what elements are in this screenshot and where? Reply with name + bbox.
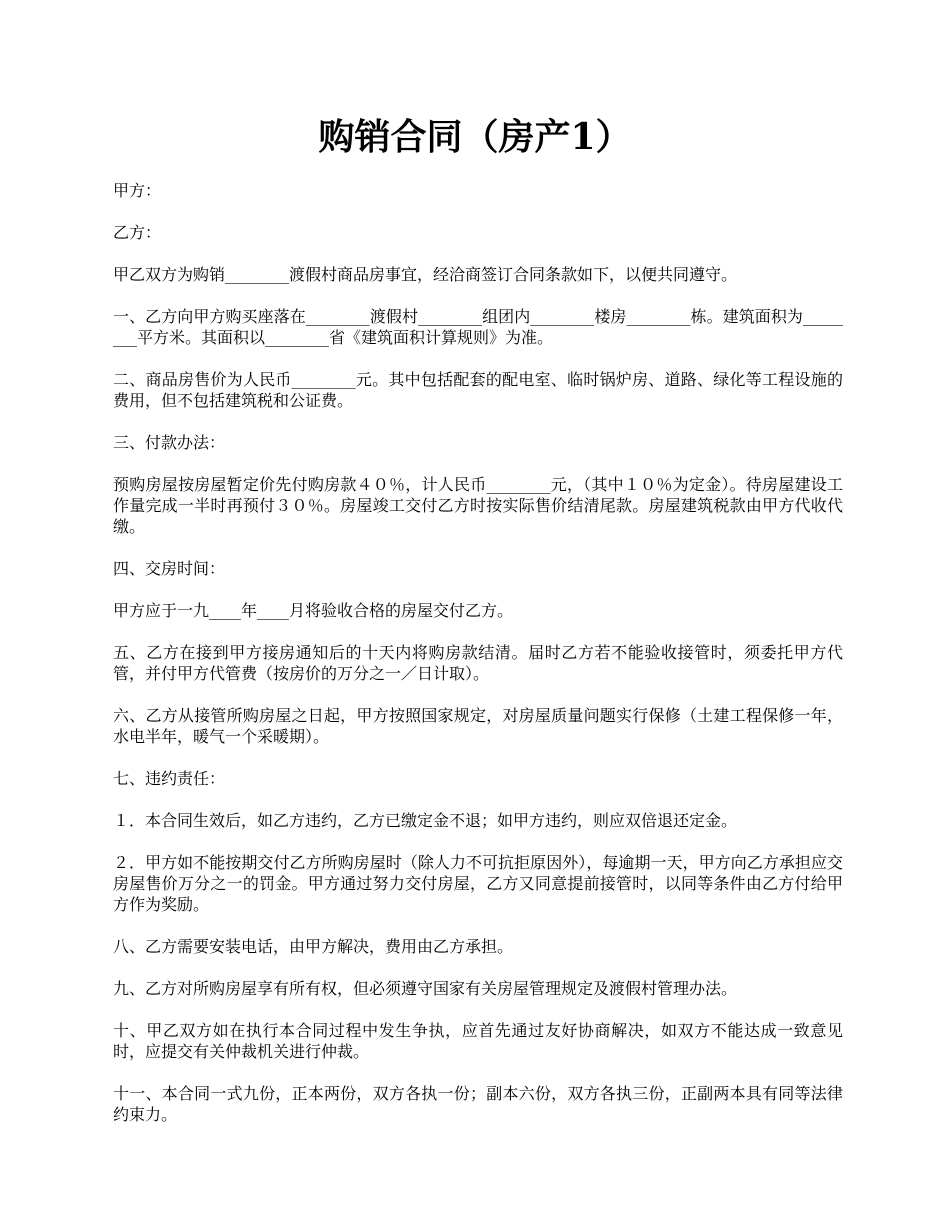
paragraph-clause-4-body: 甲方应于一九____年____月将验收合格的房屋交付乙方。	[113, 601, 514, 620]
paragraph-party-b: 乙方：	[113, 223, 162, 242]
paragraph-clause-6: 六、乙方从接管所购房屋之日起，甲方按照国家规定，对房屋质量问题实行保修（土建工程保修一年，水电半年，暖气一个采暖期）。	[113, 706, 843, 746]
paragraph-clause-8: 八、乙方需要安装电话，由甲方解决，费用由乙方承担。	[113, 937, 514, 956]
paragraph-clause-9: 九、乙方对所购房屋享有所有权，但必须遵守国家有关房屋管理规定及渡假村管理办法。	[113, 979, 738, 998]
paragraph-clause-7-item-2: ２．甲方如不能按期交付乙方所购房屋时（除人力不可抗拒原因外），每逾期一天，甲方向乙方承担应交房屋售价万分之一的罚金。甲方通过努力交付房屋，乙方又同意提前接管时，以同等条件由乙方付给甲方作为奖励。	[113, 853, 843, 914]
paragraph-clause-1: 一、乙方向甲方购买座落在________渡假村________组团内________楼房________栋。建筑面积为________平方米。其面积以________省《建筑面积计算规则》为准。	[113, 307, 843, 347]
paragraph-clause-5: 五、乙方在接到甲方接房通知后的十天内将购房款结清。届时乙方若不能验收接管时，须委托甲方代管，并付甲方代管费（按房价的万分之一／日计取）。	[113, 643, 843, 683]
paragraph-clause-2: 二、商品房售价为人民币________元。其中包括配套的配电室、临时锅炉房、道路、绿化等工程设施的费用，但不包括建筑税和公证费。	[113, 370, 843, 410]
paragraph-clause-7-item-1: １．本合同生效后，如乙方违约，乙方已缴定金不退；如甲方违约，则应双倍退还定金。	[113, 811, 738, 830]
paragraph-party-a: 甲方：	[113, 181, 162, 200]
document-title: 购销合同（房产1）	[318, 116, 632, 158]
paragraph-clause-7-heading: 七、违约责任：	[113, 769, 226, 788]
paragraph-clause-10: 十、甲乙双方如在执行本合同过程中发生争执，应首先通过友好协商解决，如双方不能达成一致意见时，应提交有关仲裁机关进行仲裁。	[113, 1021, 843, 1061]
paragraph-clause-4-heading: 四、交房时间：	[113, 559, 226, 578]
paragraph-clause-3-body: 预购房屋按房屋暂定价先付购房款４０％，计人民币________元，（其中１０％为定金）。待房屋建设工作量完成一半时再预付３０％。房屋竣工交付乙方时按实际售价结清尾款。房屋建筑税款由甲方代收代缴。	[113, 475, 843, 536]
paragraph-clause-3-heading: 三、付款办法：	[113, 433, 226, 452]
paragraph-preamble: 甲乙双方为购销________渡假村商品房事宜，经洽商签订合同条款如下，以便共同遵守。	[113, 265, 738, 284]
paragraph-clause-11: 十一、本合同一式九份，正本两份，双方各执一份；副本六份，双方各执三份，正副两本具有同等法律约束力。	[113, 1084, 843, 1124]
document-body	[113, 180, 843, 1146]
